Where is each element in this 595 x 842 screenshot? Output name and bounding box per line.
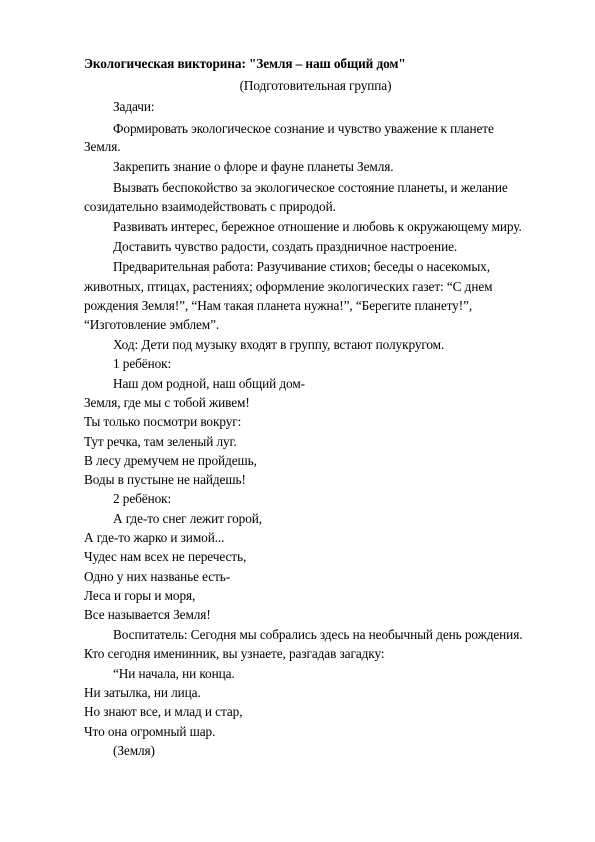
document-title: Экологическая викторина: "Земля – наш общий дом": [84, 56, 406, 71]
text-line: рождения Земля!”, “Нам такая планета нужна!”, “Берегите планету!”,: [84, 298, 473, 313]
text-line: Развивать интерес, бережное отношение и любовь к окружающему миру.: [113, 219, 522, 234]
text-line: 2 ребёнок:: [113, 491, 172, 506]
text-line: Земля.: [84, 139, 121, 154]
text-line: А где-то снег лежит горой,: [113, 511, 263, 526]
text-line: Наш дом родной, наш общий дом-: [113, 376, 305, 391]
text-line: Предварительная работа: Разучивание стихов; беседы о насекомых,: [113, 259, 490, 274]
text-line: Воды в пустыне не найдешь!: [84, 472, 246, 487]
text-line: 1 ребёнок:: [113, 356, 172, 371]
text-line: Земля, где мы с тобой живем!: [84, 395, 250, 410]
text-line: Задачи:: [113, 99, 155, 114]
text-line: Воспитатель: Сегодня мы собрались здесь на необычный день рождения.: [113, 627, 523, 642]
document-subtitle: (Подготовительная группа): [239, 78, 392, 93]
text-line: Доставить чувство радости, создать праздничное настроение.: [113, 239, 458, 254]
text-line: В лесу дремучем не пройдешь,: [84, 453, 257, 468]
text-line: Закрепить знание о флоре и фауне планеты Земля.: [113, 159, 394, 174]
text-line: Что она огромный шар.: [84, 724, 216, 739]
text-line: Чудес нам всех не перечесть,: [84, 549, 247, 564]
text-line: А где-то жарко и зимой...: [84, 530, 225, 545]
text-line: Но знают все, и млад и стар,: [84, 704, 243, 719]
text-line: созидательно взаимодействовать с природой.: [84, 199, 336, 214]
text-line: Тут речка, там зеленый луг.: [84, 434, 237, 449]
text-line: Ход: Дети под музыку входят в группу, встают полукругом.: [113, 337, 445, 352]
text-line: Формировать экологическое сознание и чувство уважение к планете: [113, 121, 494, 136]
text-line: Ты только посмотри вокруг:: [84, 414, 242, 429]
text-line: Все называется Земля!: [84, 607, 211, 622]
text-line: Вызвать беспокойство за экологическое состояние планеты, и желание: [113, 180, 508, 195]
text-line: Ни затылка, ни лица.: [84, 685, 201, 700]
text-line: Одно у них названье есть-: [84, 569, 231, 584]
text-line: “Изготовление эмблем”.: [84, 317, 220, 332]
text-line: животных, птицах, растениях; оформление экологических газет: “С днем: [84, 279, 493, 294]
text-line: (Земля): [113, 743, 155, 758]
text-line: “Ни начала, ни конца.: [113, 666, 235, 681]
text-line: Кто сегодня именинник, вы узнаете, разгадав загадку:: [84, 646, 385, 661]
text-line: Леса и горы и моря,: [84, 588, 196, 603]
